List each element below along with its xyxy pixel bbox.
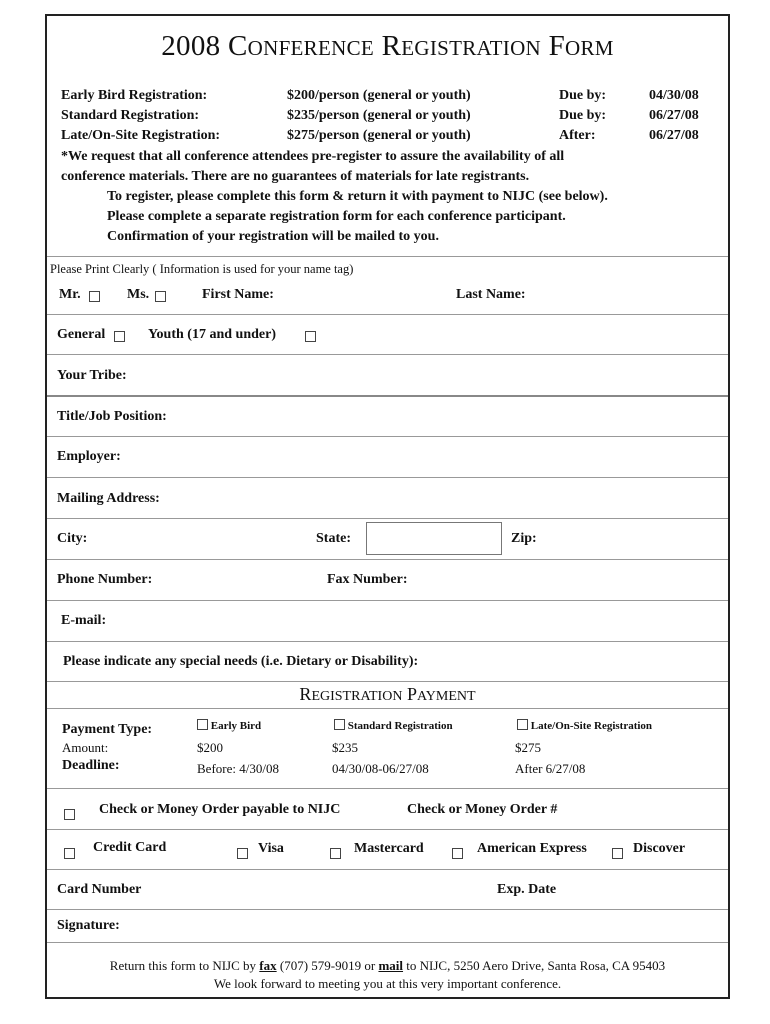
- standard-option[interactable]: Standard Registration: [334, 719, 453, 732]
- footer-return-line: Return this form to NIJC by fax (707) 579-9019 or mail to NIJC, 5250 Aero Drive, Santa Rosa, CA 95403: [109, 958, 666, 973]
- payment-type-label: Payment Type:: [62, 722, 153, 737]
- mailing-address-label: Mailing Address:: [57, 491, 160, 506]
- divider: [47, 829, 728, 830]
- fee-date: 06/27/08: [649, 108, 699, 123]
- fee-name: Late/On-Site Registration:: [61, 128, 221, 143]
- note-line: *We request that all conference attendees pre-register to assure the availability of all: [61, 149, 565, 164]
- late-deadline: After 6/27/08: [515, 761, 586, 776]
- form-title: [47, 30, 728, 63]
- employer-label: Employer:: [57, 449, 121, 464]
- fee-when: After:: [559, 128, 596, 143]
- fee-when: Due by:: [559, 88, 607, 103]
- fax-label: Fax Number:: [327, 572, 408, 587]
- title-word-registration: EGISTRATION: [401, 36, 542, 60]
- signature-label: Signature:: [57, 918, 120, 933]
- fee-price: $275/person (general or youth): [287, 128, 471, 143]
- divider: [47, 559, 728, 560]
- early-bird-checkbox[interactable]: [197, 719, 208, 730]
- mr-checkbox[interactable]: [89, 288, 100, 306]
- first-name-label: First Name:: [202, 287, 274, 302]
- late-checkbox[interactable]: [517, 719, 528, 730]
- title-job-label: Title/Job Position:: [57, 409, 167, 424]
- late-option[interactable]: Late/On-Site Registration: [517, 719, 652, 732]
- visa-checkbox[interactable]: [237, 845, 248, 863]
- note-line: To register, please complete this form & return it with payment to NIJC (see below).: [107, 189, 608, 204]
- card-number-label: Card Number: [57, 882, 142, 897]
- payment-heading: REGISTRATION PAYMENT: [299, 684, 476, 704]
- divider: [47, 600, 728, 601]
- note-line: Confirmation of your registration will be mailed to you.: [107, 229, 439, 244]
- zip-label: Zip:: [511, 531, 537, 546]
- discover-checkbox[interactable]: [612, 845, 623, 863]
- fee-name: Early Bird Registration:: [61, 88, 208, 103]
- footer-closing-line: We look forward to meeting you at this very important conference.: [213, 976, 562, 991]
- check-number-label: Check or Money Order #: [407, 802, 558, 817]
- general-label: General: [57, 327, 106, 342]
- title-year: 2008: [161, 30, 221, 62]
- divider: [47, 256, 728, 257]
- fee-when: Due by:: [559, 108, 607, 123]
- standard-checkbox[interactable]: [334, 719, 345, 730]
- title-cap-c: C: [227, 30, 248, 62]
- credit-card-checkbox[interactable]: [64, 845, 75, 863]
- deadline-label: Deadline:: [62, 758, 120, 773]
- state-input[interactable]: [366, 522, 502, 555]
- exp-date-label: Exp. Date: [497, 882, 557, 897]
- mastercard-label: Mastercard: [354, 841, 424, 856]
- title-cap-r: R: [381, 30, 402, 62]
- general-checkbox[interactable]: [114, 328, 125, 346]
- fee-date: 04/30/08: [649, 88, 699, 103]
- youth-checkbox[interactable]: [305, 328, 316, 346]
- divider: [47, 942, 728, 943]
- mr-label: Mr.: [59, 287, 81, 302]
- registration-form: [45, 14, 730, 999]
- note-line: conference materials. There are no guarantees of materials for late registrants.: [61, 169, 530, 184]
- discover-label: Discover: [633, 841, 686, 856]
- fee-price: $200/person (general or youth): [287, 88, 471, 103]
- tribe-label: Your Tribe:: [57, 368, 127, 383]
- credit-card-label: Credit Card: [93, 840, 167, 855]
- divider: [47, 354, 728, 355]
- divider: [47, 641, 728, 642]
- divider: [47, 477, 728, 478]
- divider: [47, 788, 728, 789]
- amex-checkbox[interactable]: [452, 845, 463, 863]
- youth-label: Youth (17 and under): [148, 327, 276, 342]
- title-word-conference: ONFERENCE: [247, 36, 375, 60]
- divider: [47, 518, 728, 519]
- divider: [47, 909, 728, 910]
- ms-label: Ms.: [127, 287, 150, 302]
- last-name-label: Last Name:: [456, 287, 526, 302]
- phone-label: Phone Number:: [57, 572, 153, 587]
- title-cap-f: F: [548, 30, 566, 62]
- late-amount: $275: [515, 740, 541, 755]
- mail-word: mail: [378, 958, 404, 973]
- special-needs-label: Please indicate any special needs (i.e. Dietary or Disability):: [63, 654, 419, 669]
- amex-label: American Express: [477, 841, 587, 856]
- divider: [47, 314, 728, 315]
- standard-deadline: 04/30/08-06/27/08: [332, 761, 429, 776]
- divider: [47, 395, 728, 397]
- amount-label: Amount:: [62, 740, 109, 755]
- mastercard-checkbox[interactable]: [330, 845, 341, 863]
- early-bird-deadline: Before: 4/30/08: [197, 761, 279, 776]
- divider: [47, 681, 728, 682]
- check-label: Check or Money Order payable to NIJC: [99, 802, 341, 817]
- visa-label: Visa: [258, 841, 284, 856]
- divider: [47, 708, 728, 709]
- standard-amount: $235: [332, 740, 358, 755]
- note-line: Please complete a separate registration form for each conference participant.: [107, 209, 566, 224]
- fee-date: 06/27/08: [649, 128, 699, 143]
- state-label: State:: [316, 531, 351, 546]
- check-checkbox[interactable]: [64, 806, 75, 824]
- fax-word: fax: [259, 958, 277, 973]
- ms-checkbox[interactable]: [155, 288, 166, 306]
- early-bird-amount: $200: [197, 740, 223, 755]
- fee-name: Standard Registration:: [61, 108, 200, 123]
- fee-price: $235/person (general or youth): [287, 108, 471, 123]
- divider: [47, 436, 728, 437]
- early-bird-option[interactable]: Early Bird: [197, 719, 261, 732]
- divider: [47, 869, 728, 870]
- print-clearly-note: Please Print Clearly ( Information is used for your name tag): [50, 262, 354, 276]
- email-label: E-mail:: [61, 613, 107, 628]
- city-label: City:: [57, 531, 88, 546]
- title-word-form: ORM: [565, 36, 614, 60]
